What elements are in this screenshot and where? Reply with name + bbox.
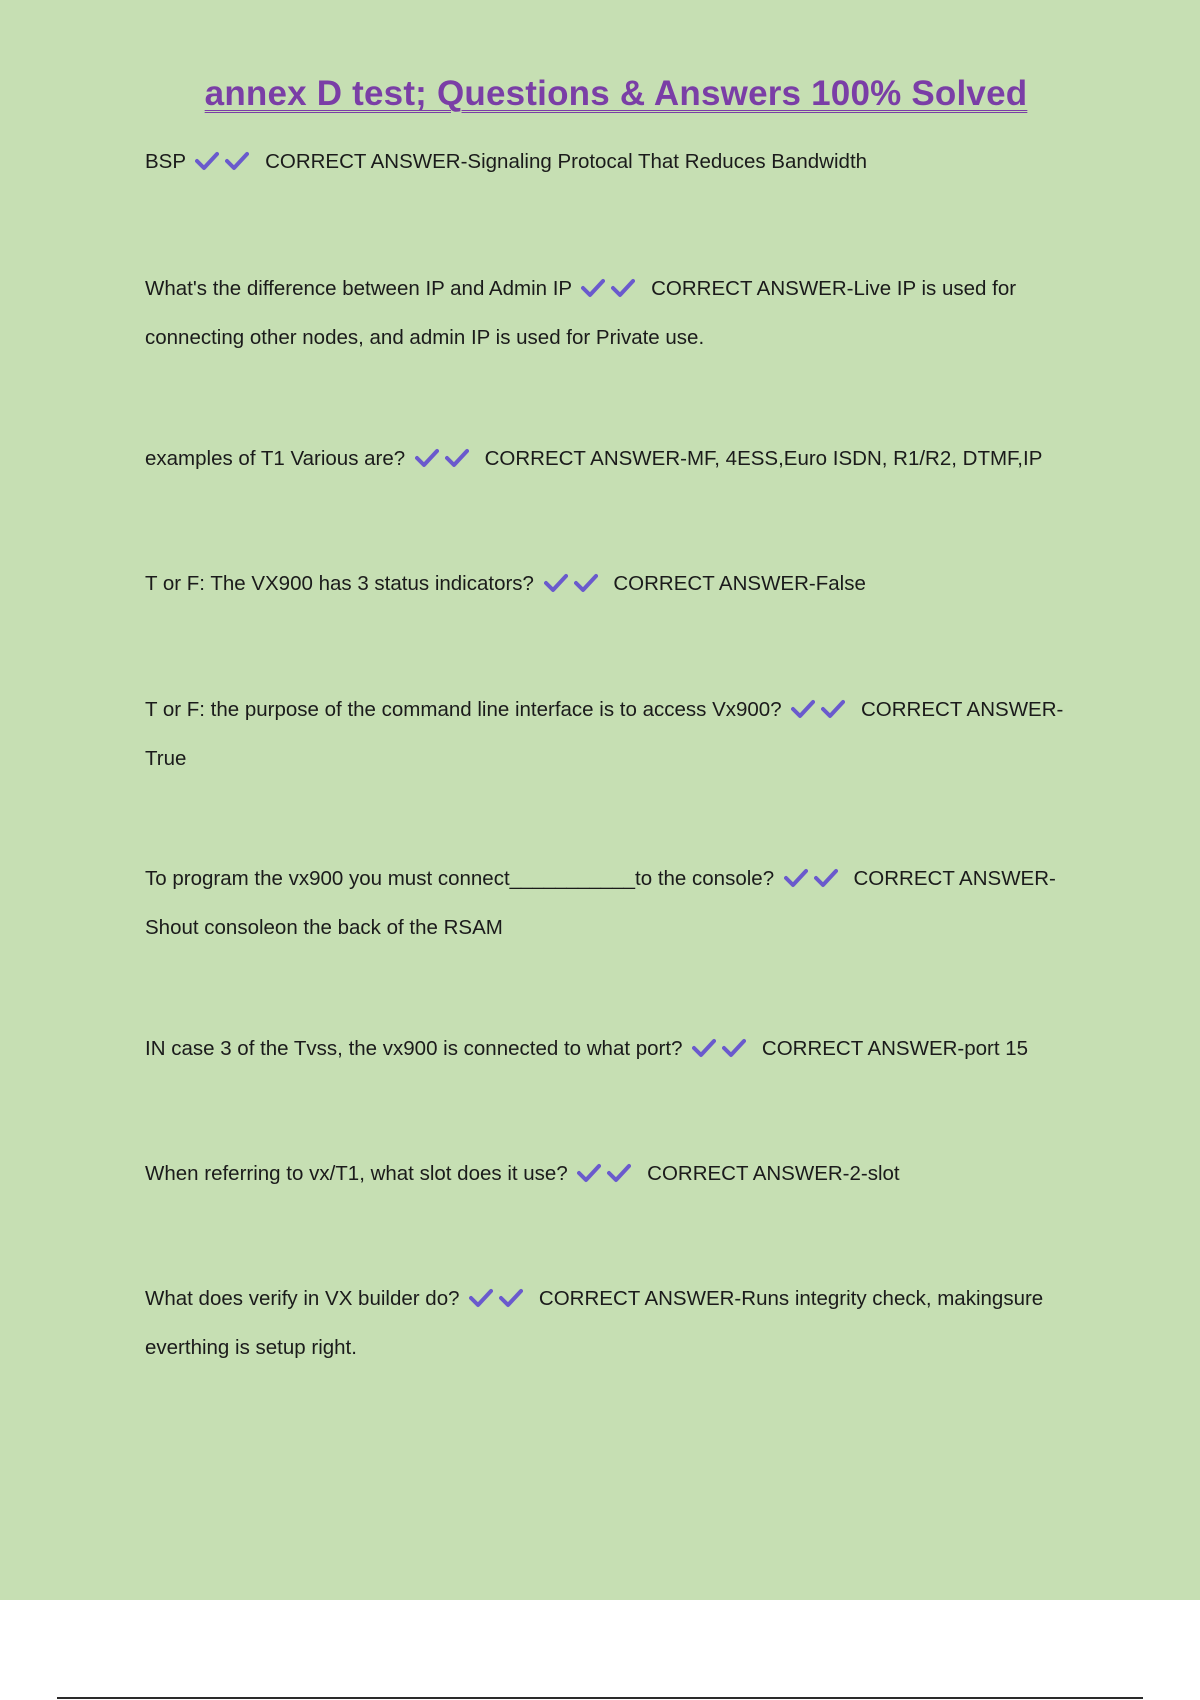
double-check-icon (784, 859, 844, 905)
double-check-icon (195, 142, 255, 188)
question-text: What does verify in VX builder do? (145, 1287, 460, 1310)
double-check-icon (577, 1154, 637, 1200)
answer-text: CORRECT ANSWER-True (145, 698, 1064, 770)
qa-item (145, 139, 1085, 188)
double-check-icon (581, 269, 641, 315)
question-text: examples of T1 Various are? (145, 447, 406, 470)
qa-item (145, 266, 1085, 361)
page-title: annex D test; Questions & Answers 100% Solved (204, 74, 1028, 113)
answer-text: CORRECT ANSWER-Shout consoleon the back of the RSAM (145, 867, 1056, 939)
qa-item (145, 856, 1085, 951)
question-text: BSP (145, 150, 186, 173)
question-text: T or F: The VX900 has 3 status indicators? (145, 572, 534, 595)
answer-text: CORRECT ANSWER-MF, 4ESS,Euro ISDN, R1/R2, DTMF,IP (484, 447, 1043, 470)
double-check-icon (544, 564, 604, 610)
qa-item (145, 1026, 1085, 1075)
double-check-icon (469, 1279, 529, 1325)
question-text: T or F: the purpose of the command line interface is to access Vx900? (145, 698, 782, 721)
double-check-icon (791, 690, 851, 736)
qa-item (145, 436, 1085, 485)
double-check-icon (415, 439, 475, 485)
question-text: To program the vx900 you must connect___________to the console? (145, 867, 775, 890)
question-text: IN case 3 of the Tvss, the vx900 is connected to what port? (145, 1037, 683, 1060)
footer-divider (57, 1697, 1143, 1699)
answer-text: CORRECT ANSWER-Runs integrity check, makingsure everthing is setup right. (145, 1287, 1044, 1359)
qa-item (145, 561, 1085, 610)
qa-item (145, 1151, 1085, 1200)
qa-item (145, 1276, 1085, 1371)
answer-text: CORRECT ANSWER-Signaling Protocal That Reduces Bandwidth (265, 150, 868, 173)
answer-text: CORRECT ANSWER-Live IP is used for connecting other nodes, and admin IP is used for Private use. (145, 277, 1017, 349)
answer-text: CORRECT ANSWER-False (613, 572, 866, 595)
question-text: What's the difference between IP and Admin IP (145, 277, 572, 300)
answer-text: CORRECT ANSWER-2-slot (647, 1162, 900, 1185)
answer-text: CORRECT ANSWER-port 15 (761, 1037, 1029, 1060)
question-text: When referring to vx/T1, what slot does it use? (145, 1162, 568, 1185)
double-check-icon (692, 1029, 752, 1075)
qa-item (145, 687, 1085, 782)
